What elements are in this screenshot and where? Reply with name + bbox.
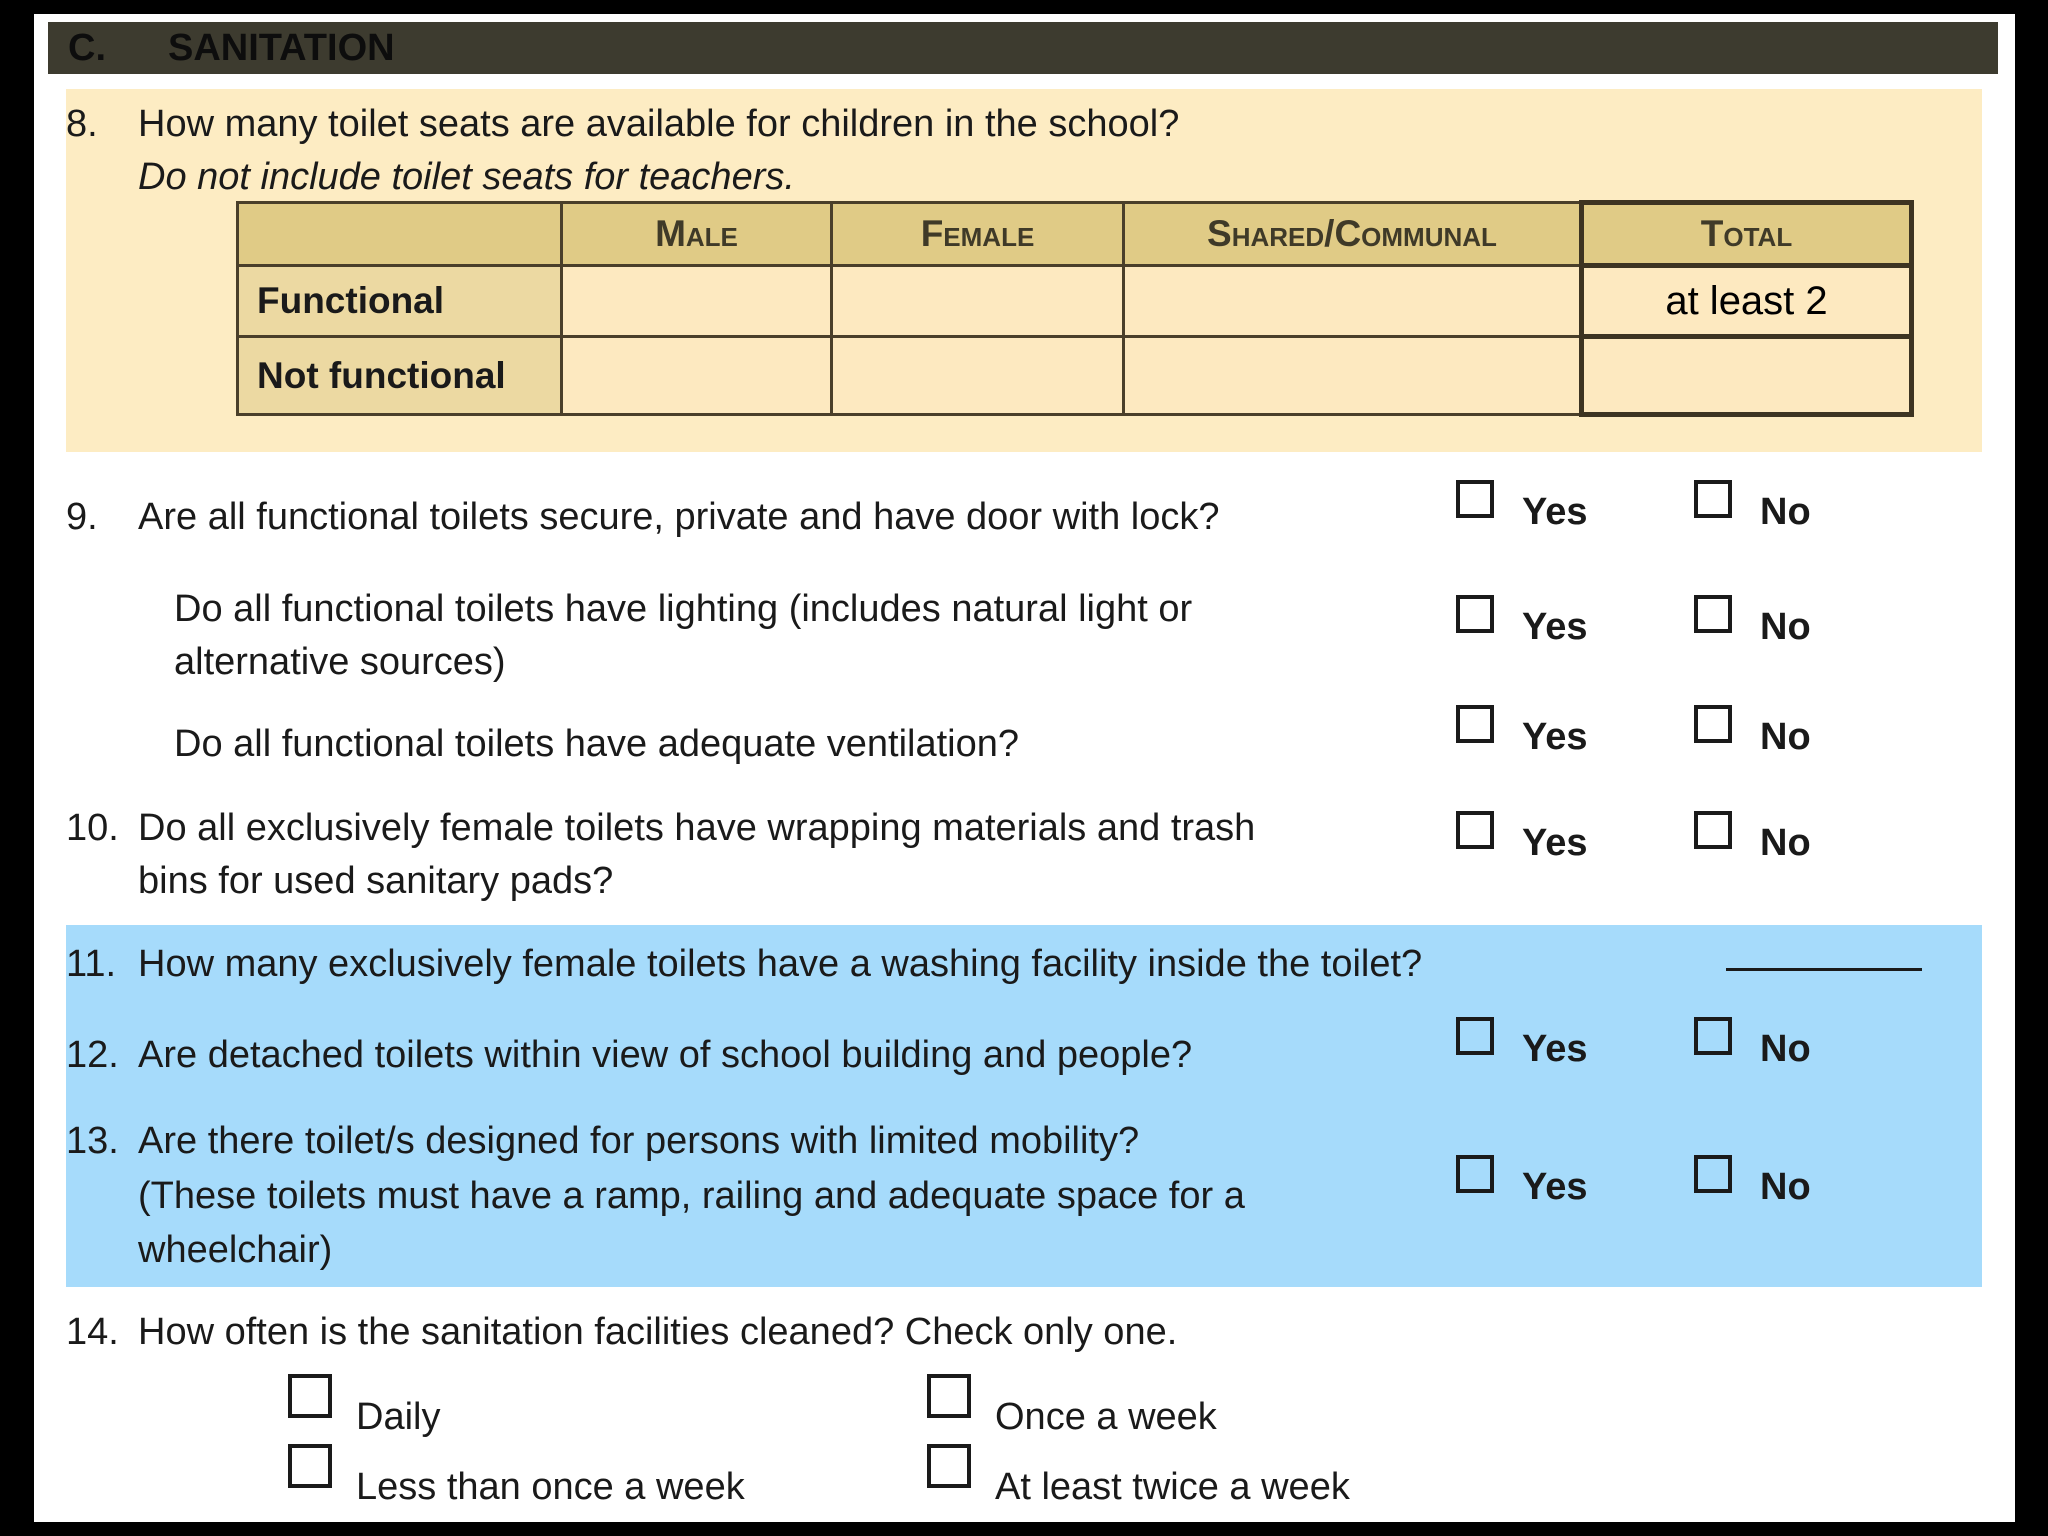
less-than-once-a-week-label: Less than once a week [356, 1466, 745, 1508]
q10-yes-checkbox[interactable] [1456, 811, 1494, 849]
question-9-text: Are all functional toilets secure, private and have door with lock? [138, 496, 1220, 538]
column-header-female: Female [832, 203, 1124, 266]
not-functional-total-cell[interactable] [1582, 337, 1912, 415]
at-least-twice-a-week-checkbox[interactable] [927, 1444, 971, 1488]
question-11-text: How many exclusively female toilets have a washing facility inside the toilet? [138, 943, 1423, 985]
column-header-male: Male [562, 203, 832, 266]
question-14-text: How often is the sanitation facilities cleaned? Check only one. [138, 1311, 1178, 1353]
question-10-line1: Do all exclusively female toilets have wrapping materials and trash [138, 807, 1256, 849]
question-13-line3: wheelchair) [138, 1229, 333, 1271]
question-8-number: 8. [66, 103, 98, 145]
column-header-total: Total [1582, 203, 1912, 266]
section-letter: C. [68, 27, 106, 69]
question-12-text: Are detached toilets within view of school building and people? [138, 1034, 1193, 1076]
q13-yes-checkbox[interactable] [1456, 1155, 1494, 1193]
column-header-shared: Shared/Communal [1124, 203, 1582, 266]
q9-lighting-yes-checkbox[interactable] [1456, 595, 1494, 633]
question-10-number: 10. [66, 807, 119, 849]
q9-lighting-no-label: No [1760, 606, 1811, 648]
q9-ventilation-no-checkbox[interactable] [1694, 705, 1732, 743]
question-10-line2: bins for used sanitary pads? [138, 860, 614, 902]
question-11-number: 11. [66, 943, 117, 985]
functional-male-cell[interactable] [562, 266, 832, 337]
row-label-functional: Functional [238, 266, 562, 337]
question-9-ventilation: Do all functional toilets have adequate ventilation? [174, 723, 1020, 765]
q9-lighting-yes-label: Yes [1522, 606, 1588, 648]
once-a-week-checkbox[interactable] [927, 1374, 971, 1418]
question-9-number: 9. [66, 496, 98, 538]
q10-yes-label: Yes [1522, 822, 1588, 864]
q9-no-label: No [1760, 491, 1811, 533]
less-than-once-a-week-checkbox[interactable] [288, 1444, 332, 1488]
functional-female-cell[interactable] [832, 266, 1124, 337]
question-9-lighting-line1: Do all functional toilets have lighting (includes natural light or [174, 588, 1193, 630]
q13-yes-label: Yes [1522, 1166, 1588, 1208]
question-14-number: 14. [66, 1311, 119, 1353]
once-a-week-label: Once a week [995, 1396, 1217, 1438]
table-row-functional [238, 266, 1912, 337]
question-13-number: 13. [66, 1120, 119, 1162]
not-functional-female-cell[interactable] [832, 337, 1124, 415]
table-row-not-functional [238, 337, 1912, 415]
daily-checkbox[interactable] [288, 1374, 332, 1418]
row-label-not-functional: Not functional [238, 337, 562, 415]
q9-no-checkbox[interactable] [1694, 480, 1732, 518]
q12-no-checkbox[interactable] [1694, 1017, 1732, 1055]
q9-ventilation-no-label: No [1760, 716, 1811, 758]
at-least-twice-a-week-label: At least twice a week [995, 1466, 1350, 1508]
q11-answer-blank[interactable] [1726, 968, 1922, 971]
q12-no-label: No [1760, 1028, 1811, 1070]
question-12-number: 12. [66, 1034, 119, 1076]
q13-no-checkbox[interactable] [1694, 1155, 1732, 1193]
functional-shared-cell[interactable] [1124, 266, 1582, 337]
section-title: SANITATION [168, 27, 395, 69]
q9-ventilation-yes-checkbox[interactable] [1456, 705, 1494, 743]
q12-yes-label: Yes [1522, 1028, 1588, 1070]
q9-ventilation-yes-label: Yes [1522, 716, 1588, 758]
table-corner [238, 203, 562, 266]
q9-lighting-no-checkbox[interactable] [1694, 595, 1732, 633]
sanitation-form [34, 14, 2015, 1522]
question-8-note: Do not include toilet seats for teachers. [138, 156, 795, 198]
question-9-lighting-line2: alternative sources) [174, 641, 506, 683]
q9-yes-label: Yes [1522, 491, 1588, 533]
question-8-text: How many toilet seats are available for children in the school? [138, 103, 1180, 145]
q9-yes-checkbox[interactable] [1456, 480, 1494, 518]
toilet-seats-table [236, 200, 1914, 417]
q12-yes-checkbox[interactable] [1456, 1017, 1494, 1055]
section-header [48, 22, 1998, 74]
q10-no-label: No [1760, 822, 1811, 864]
not-functional-male-cell[interactable] [562, 337, 832, 415]
question-13-line1: Are there toilet/s designed for persons with limited mobility? [138, 1120, 1140, 1162]
q13-no-label: No [1760, 1166, 1811, 1208]
daily-label: Daily [356, 1396, 441, 1438]
not-functional-shared-cell[interactable] [1124, 337, 1582, 415]
question-13-line2: (These toilets must have a ramp, railing and adequate space for a [138, 1175, 1245, 1217]
q10-no-checkbox[interactable] [1694, 811, 1732, 849]
functional-total-cell[interactable]: at least 2 [1582, 266, 1912, 337]
